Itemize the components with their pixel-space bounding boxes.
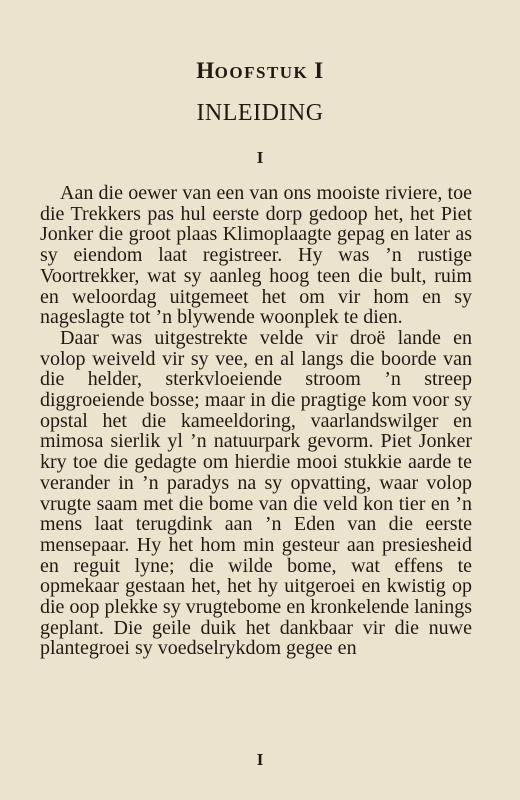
chapter-title: INLEIDING bbox=[196, 100, 324, 126]
body-text bbox=[40, 183, 472, 659]
paragraph: Aan die oewer van een van ons mooiste riviere, toe die Trekkers pas hul eerste dorp gedoop het, het Piet Jonker die groot plaas Klimoplaagte gepag en later as sy eiendom laat registreer. Hy was ’n rustige Voortrekker, wat sy aanleg hoog teen die bult, ruim en weloordag uitgemeet het om vir hom en sy nageslagte tot ’n blywende woonplek te dien. bbox=[40, 182, 472, 329]
chapter-heading-word: OOFSTUK bbox=[214, 63, 309, 82]
paragraph: Daar was uitgestrekte velde vir droë lande en volop weiveld vir sy vee, en al langs die boorde van die helder, sterkvloeiende stroom ’n streep diggroeiende bosse; maar in die pragtige kom voor sy opstal het die kameeldoring, vaarlandswilger en mimosa sierlik yl ’n natuurpark gevorm. Piet Jonker kry toe die gedagte om hierdie mooi stukkie aarde te verander in ’n paradys na sy opvatting, waar volop vrugte saam met die bome van die veld kon tier en ’n mens laat terugdink aan ’n Eden van die eerste mensepaar. Hy het hom min gesteur aan presiesheid en reguit lyne; die wilde bome, wat effens te opmekaar gestaan het, het hy uitgeroei en kwistig op die oop plekke sy vrugtebome en kronkelende lanings geplant. Die geile duik het dankbaar vir die nuwe plantegroei sy voedselrykdom gegee en bbox=[40, 326, 472, 660]
chapter-heading bbox=[0, 58, 520, 84]
section-number: I bbox=[256, 148, 264, 167]
chapter-number: I bbox=[314, 58, 324, 83]
page-number: I bbox=[256, 750, 264, 769]
chapter-heading-initial: H bbox=[196, 58, 215, 83]
